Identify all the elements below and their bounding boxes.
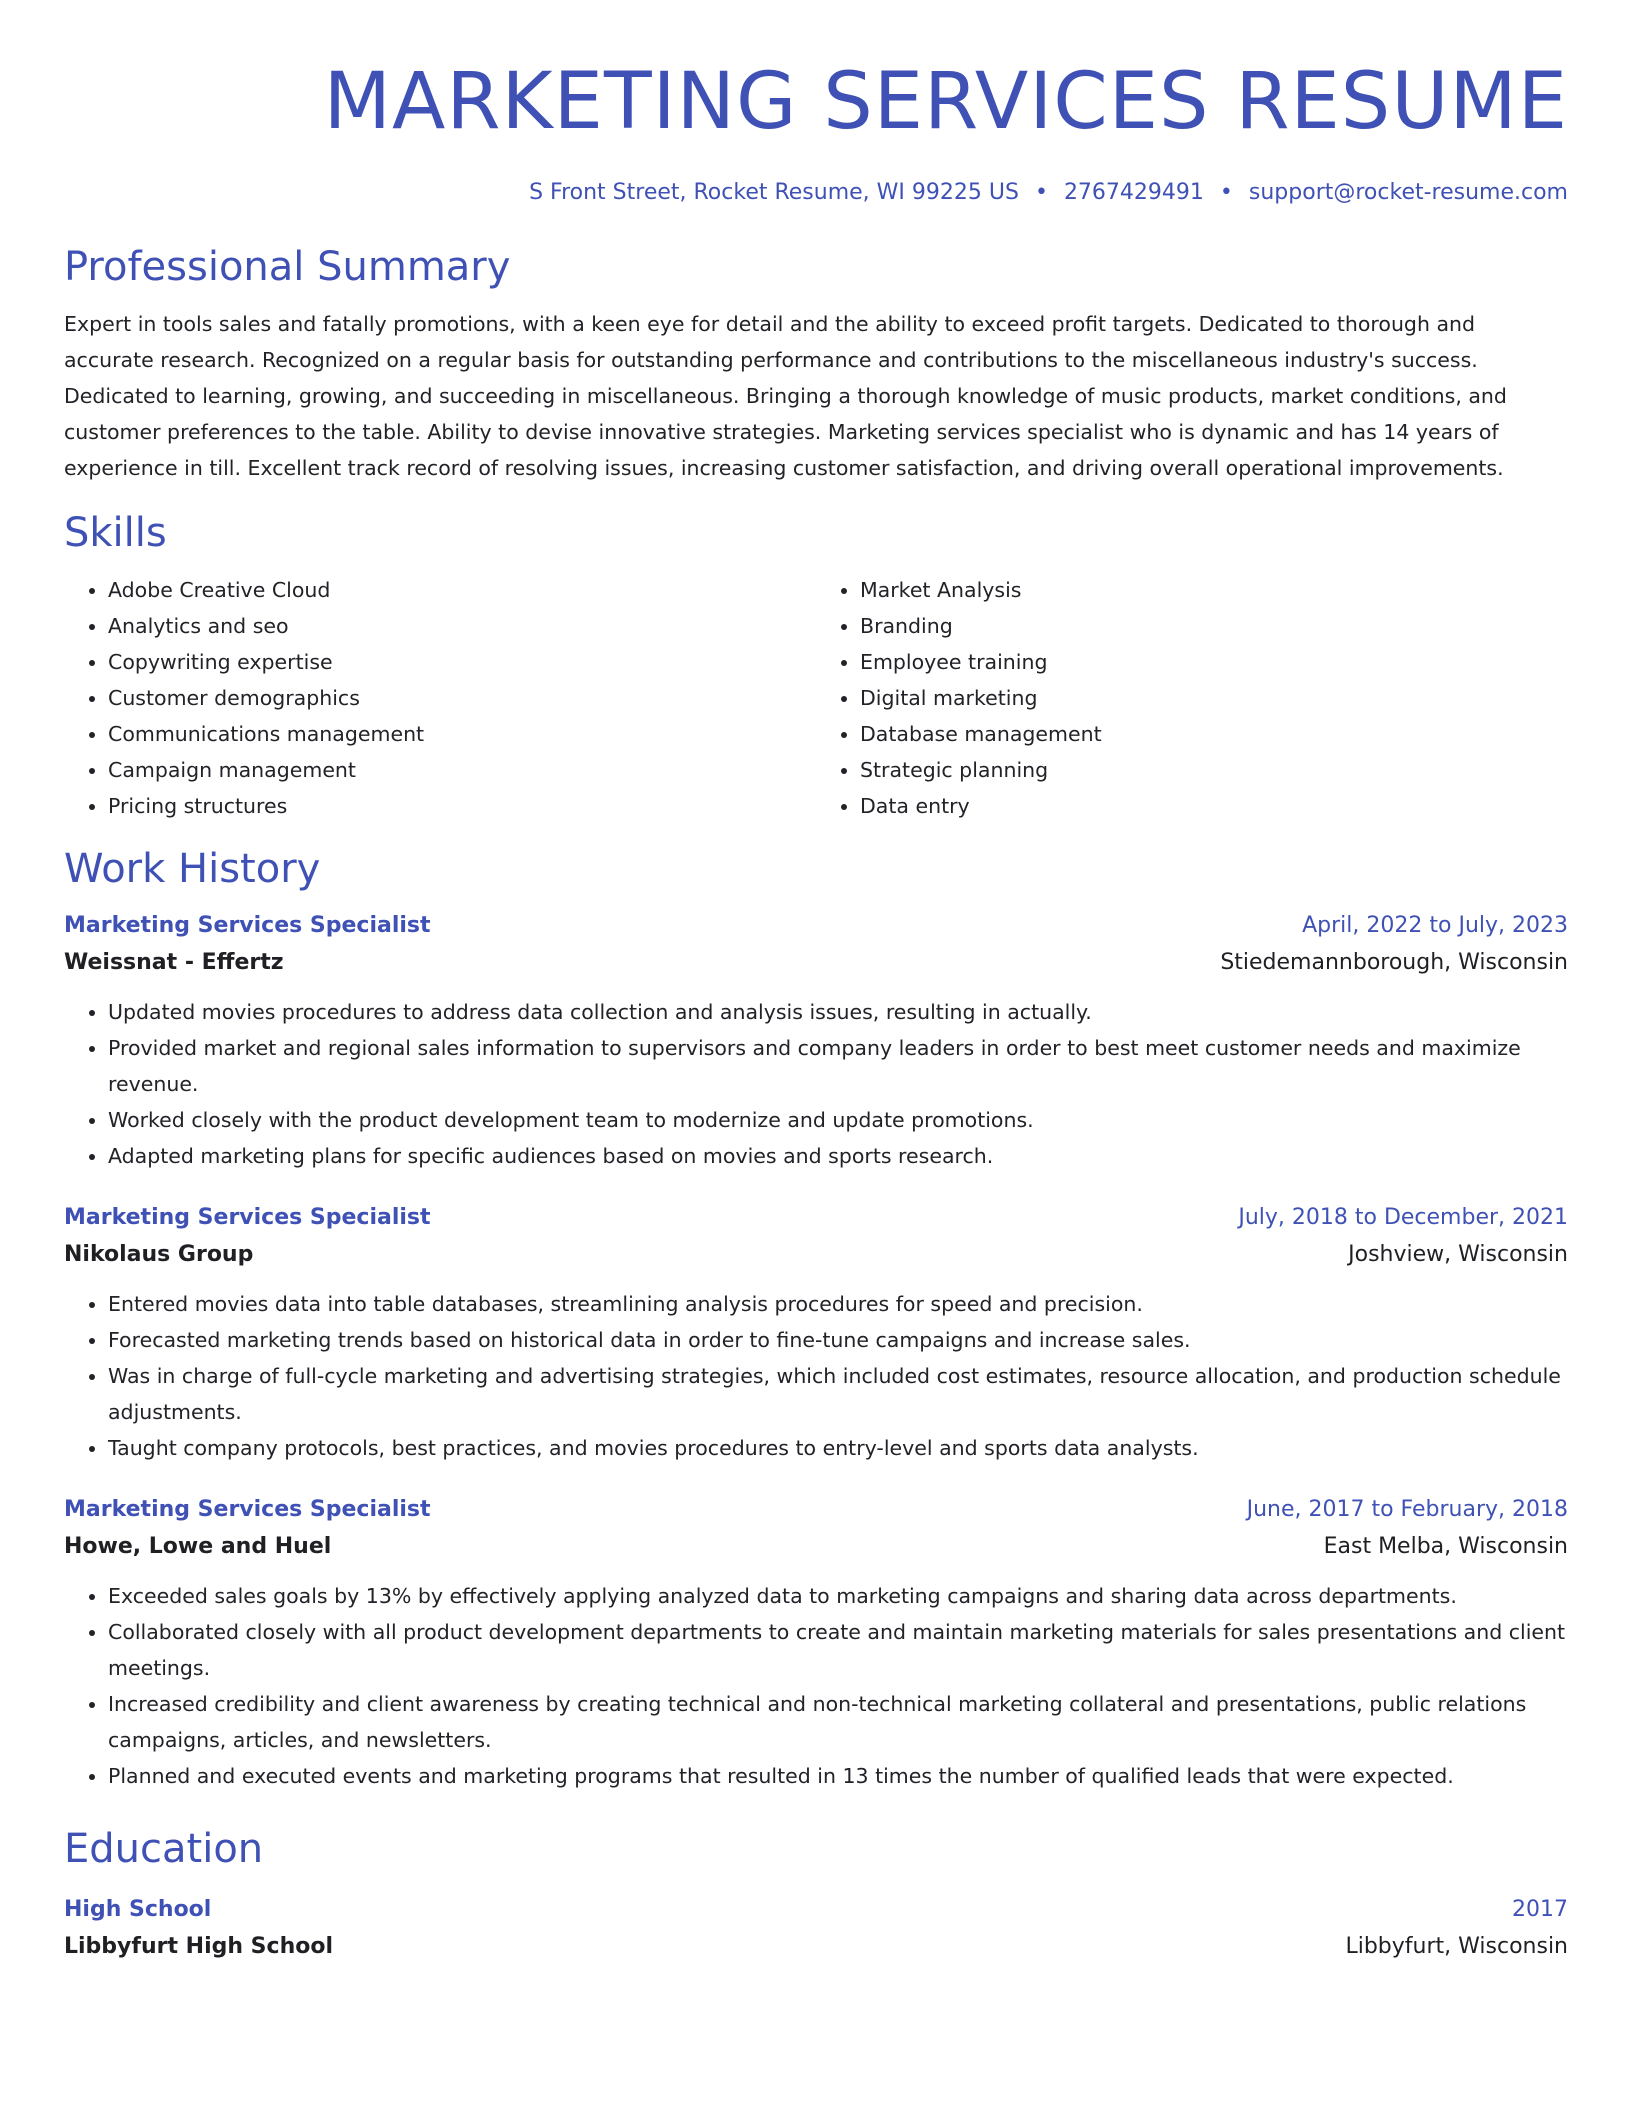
section-title-education: Education [64,1826,264,1872]
job-bullets [64,994,1568,1174]
education-degree: High School [64,1897,212,1922]
job-bullet: • Planned and executed events and marketing programs that resulted in 13 times the number of qualified leads that were expected. [108,1758,1568,1794]
contact-separator: • [1219,180,1233,205]
job-company: Weissnat - Effertz [64,950,284,975]
education-year: 2017 [1512,1897,1568,1922]
skills-column-left [64,572,816,824]
job-header [64,1200,1568,1236]
skill-item: • Copywriting expertise [108,644,816,680]
contact-address: S Front Street, Rocket Resume, WI 99225 US [529,180,1019,205]
job-bullet: • Was in charge of full-cycle marketing and advertising strategies, which included cost estimates, resource allocation, and production schedule adjustments. [108,1358,1568,1430]
education-subheader [64,1928,1568,1966]
skill-item: • Campaign management [108,752,816,788]
job-title: Marketing Services Specialist [64,1205,431,1230]
skill-item: • Analytics and seo [108,608,816,644]
contact-separator: • [1034,180,1048,205]
summary-section [64,242,1568,486]
resume-name: MARKETING SERVICES RESUME [323,57,1568,147]
skills-column-right [816,572,1568,824]
job-location: Stiedemannborough, Wisconsin [1220,950,1568,975]
job-bullet: • Forecasted marketing trends based on historical data in order to fine-tune campaigns and increase sales. [108,1322,1568,1358]
job-company: Nikolaus Group [64,1242,254,1267]
job-title: Marketing Services Specialist [64,1497,431,1522]
contact-phone: 2767429491 [1063,180,1204,205]
resume-header [64,56,1568,208]
skills-grid [64,572,1568,824]
job-bullet: • Worked closely with the product development team to modernize and update promotions. [108,1102,1568,1138]
job-location: Joshview, Wisconsin [1348,1242,1568,1267]
job-subheader [64,1236,1568,1274]
job-bullets [64,1286,1568,1466]
skills-section [64,508,1568,824]
skill-item: • Database management [860,716,1568,752]
skill-item: • Branding [860,608,1568,644]
job-bullet: • Entered movies data into table databases, streamlining analysis procedures for speed and precision. [108,1286,1568,1322]
job-dates: July, 2018 to December, 2021 [1238,1205,1568,1230]
section-title-skills: Skills [64,510,167,556]
job-dates: April, 2022 to July, 2023 [1302,913,1568,938]
education-school: Libbyfurt High School [64,1934,333,1959]
job-entry [64,1492,1568,1794]
education-entry [64,1892,1568,1966]
skill-item: • Data entry [860,788,1568,824]
job-bullet: • Taught company protocols, best practices, and movies procedures to entry-level and sports data analysts. [108,1430,1568,1466]
job-bullet: • Updated movies procedures to address data collection and analysis issues, resulting in actually. [108,994,1568,1030]
skill-item: • Communications management [108,716,816,752]
skill-item: • Strategic planning [860,752,1568,788]
job-bullet: • Exceeded sales goals by 13% by effectively applying analyzed data to marketing campaigns and sharing data across departments. [108,1578,1568,1614]
job-bullet: • Increased credibility and client awareness by creating technical and non-technical marketing collateral and presentations, public relations campaigns, articles, and newsletters. [108,1686,1568,1758]
skill-item: • Adobe Creative Cloud [108,572,816,608]
education-section [64,1824,1568,1966]
education-location: Libbyfurt, Wisconsin [1345,1934,1568,1959]
work-history-section [64,844,1568,1794]
section-title-summary: Professional Summary [64,244,511,290]
job-bullet: • Adapted marketing plans for specific audiences based on movies and sports research. [108,1138,1568,1174]
job-bullet: • Provided market and regional sales information to supervisors and company leaders in order to best meet customer needs and maximize revenue. [108,1030,1568,1102]
job-header [64,908,1568,944]
education-header [64,1892,1568,1928]
job-title: Marketing Services Specialist [64,913,431,938]
job-company: Howe, Lowe and Huel [64,1534,332,1559]
job-entry [64,908,1568,1174]
skill-item: • Market Analysis [860,572,1568,608]
skill-item: • Employee training [860,644,1568,680]
summary-text: Expert in tools sales and fatally promotions, with a keen eye for detail and the ability to exceed profit targets. Dedicated to thorough and accurate research. Recognized on a regular basis for outstanding performance and contributions to the miscellaneous industry's success. Dedicated to learning, growing, and succeeding in miscellaneous. Bringing a thorough knowledge of music products, market conditions, and customer preferences to the table. Ability to devise innovative strategies. Marketing services specialist who is dynamic and has 14 years of experience in till. Excellent track record of resolving issues, increasing customer satisfaction, and driving overall operational improvements. [64,312,1507,480]
job-subheader [64,944,1568,982]
job-subheader [64,1528,1568,1566]
contact-email: support@rocket-resume.com [1248,180,1568,205]
job-dates: June, 2017 to February, 2018 [1246,1497,1568,1522]
skill-item: • Pricing structures [108,788,816,824]
contact-line [64,178,1568,208]
job-bullet: • Collaborated closely with all product development departments to create and maintain marketing materials for sales presentations and client meetings. [108,1614,1568,1686]
skill-item: • Digital marketing [860,680,1568,716]
skill-item: • Customer demographics [108,680,816,716]
job-header [64,1492,1568,1528]
job-bullets [64,1578,1568,1794]
section-title-work-history: Work History [64,846,321,892]
job-location: East Melba, Wisconsin [1323,1534,1568,1559]
job-entry [64,1200,1568,1466]
